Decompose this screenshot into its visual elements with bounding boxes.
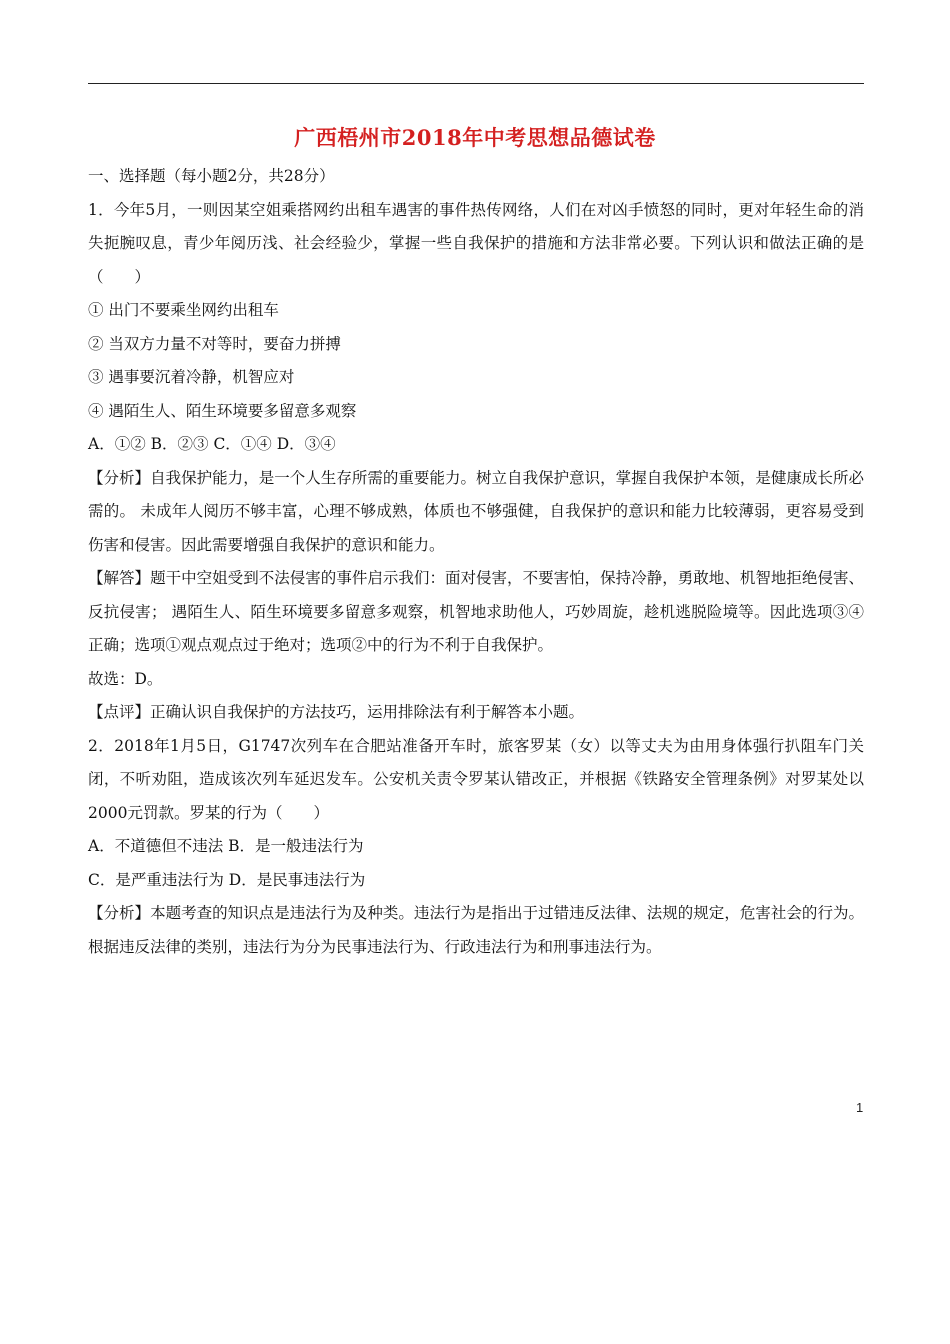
q1-choice: 故选：D。 — [88, 669, 163, 688]
q2-analysis: 【分析】本题考查的知识点是违法行为及种类。违法行为是指出于过错违反法律、法规的规定，危害社会的行为。 根据违反法律的类别，违法行为分为民事违法行为、行政违法行为和刑事违法行为。 — [88, 904, 864, 956]
document-title: 广西梧州市2018年中考思想品德试卷 — [294, 125, 656, 150]
page-number: 1 — [856, 1100, 864, 1115]
header-rule — [88, 83, 864, 84]
q1-stem: 1．今年5月，一则因某空姐乘搭网约出租车遇害的事件热传网络，人们在对凶手愤怒的同时，更对年轻生命的消失扼腕叹息，青少年阅历浅、社会经验少，掌握一些自我保护的措施和方法非常必要。下列认识和做法正确的是（ ） — [88, 200, 864, 286]
q1-analysis: 【分析】自我保护能力，是一个人生存所需的重要能力。树立自我保护意识，掌握自我保护本领，是健康成长所必需的。 未成年人阅历不够丰富，心理不够成熟，体质也不够强健，自我保护的意识和能力比较薄弱，更容易受到伤害和侵害。因此需要增强自我保护的意识和能力。 — [88, 468, 864, 554]
q2-stem: 2．2018年1月5日，G1747次列车在合肥站准备开车时，旅客罗某（女）以等丈夫为由用身体强行扒阻车门关闭，不听劝阻，造成该次列车延迟发车。公安机关责令罗某认错改正，并根据《铁路安全管理条例》对罗某处以2000元罚款。罗某的行为（ ） — [88, 736, 864, 822]
q1-option-2: ② 当双方力量不对等时，要奋力拼搏 — [88, 334, 341, 353]
q1-option-4: ④ 遇陌生人、陌生环境要多留意多观察 — [88, 401, 357, 420]
document-body — [88, 160, 864, 964]
q1-answer: 【解答】题干中空姐受到不法侵害的事件启示我们：面对侵害，不要害怕，保持冷静，勇敢地、机智地拒绝侵害、反抗侵害； 遇陌生人、陌生环境要多留意多观察，机智地求助他人，巧妙周旋，趁机逃脱险境等。因此选项③④正确；选项①观点观点过于绝对；选项②中的行为不利于自我保护。 — [88, 569, 864, 654]
q2-choices-ab: A．不道德但不违法 B．是一般违法行为 — [88, 837, 364, 855]
q2-choices-cd: C．是严重违法行为 D．是民事违法行为 — [88, 870, 366, 889]
q1-comment: 【点评】正确认识自我保护的方法技巧，运用排除法有利于解答本小题。 — [88, 703, 585, 721]
q1-option-3: ③ 遇事要沉着冷静，机智应对 — [88, 368, 295, 386]
section-heading: 一、选择题（每小题2分，共28分） — [88, 167, 335, 185]
q1-option-1: ① 出门不要乘坐网约出租车 — [88, 301, 279, 319]
q1-choices: A．①② B．②③ C．①④ D．③④ — [88, 435, 336, 453]
